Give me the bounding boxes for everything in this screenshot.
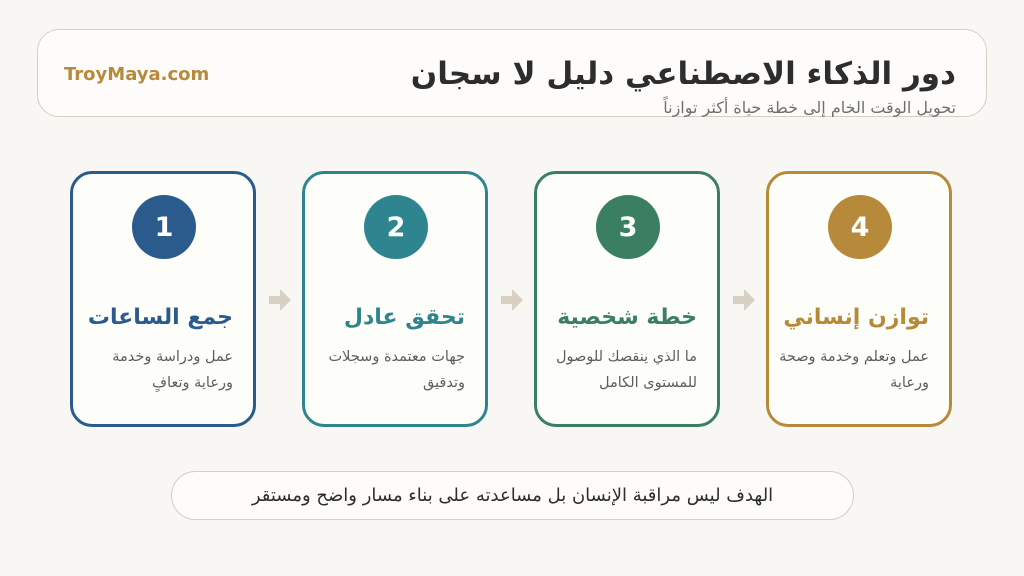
page-title: دور الذكاء الاصطناعي دليل لا سجان: [410, 56, 956, 92]
step-card-4: [766, 171, 952, 427]
header-panel: [37, 29, 987, 117]
step-title: جمع الساعات: [87, 305, 233, 330]
step-description: جهات معتمدة وسجلات وتدقيق: [328, 349, 465, 391]
page-subtitle: تحويل الوقت الخام إلى خطة حياة أكثر توازناً: [663, 98, 956, 117]
step-description: ما الذي ينقصك للوصول للمستوى الكامل: [555, 349, 697, 391]
arrow-right-icon: [733, 289, 755, 311]
step-title: خطة شخصية: [557, 305, 697, 330]
footer-goal-panel: [171, 471, 854, 520]
step-description: عمل وتعلم وخدمة وصحة ورعاية: [779, 349, 929, 391]
step-number-badge: 1: [132, 195, 196, 259]
step-card-3: [534, 171, 720, 427]
arrow-right-icon: [269, 289, 291, 311]
step-number-badge: 4: [828, 195, 892, 259]
step-number-badge: 3: [596, 195, 660, 259]
step-title: تحقق عادل: [343, 305, 465, 330]
arrow-right-icon: [501, 289, 523, 311]
brand-logo-text: TroyMaya.com: [64, 64, 210, 85]
footer-goal-text: الهدف ليس مراقبة الإنسان بل مساعدته على بناء مسار واضح ومستقر: [251, 485, 774, 506]
step-card-1: [70, 171, 256, 427]
step-description: عمل ودراسة وخدمة ورعاية وتعافٍ: [112, 349, 233, 391]
step-title: توازن إنساني: [783, 305, 929, 330]
step-number-badge: 2: [364, 195, 428, 259]
step-card-2: [302, 171, 488, 427]
